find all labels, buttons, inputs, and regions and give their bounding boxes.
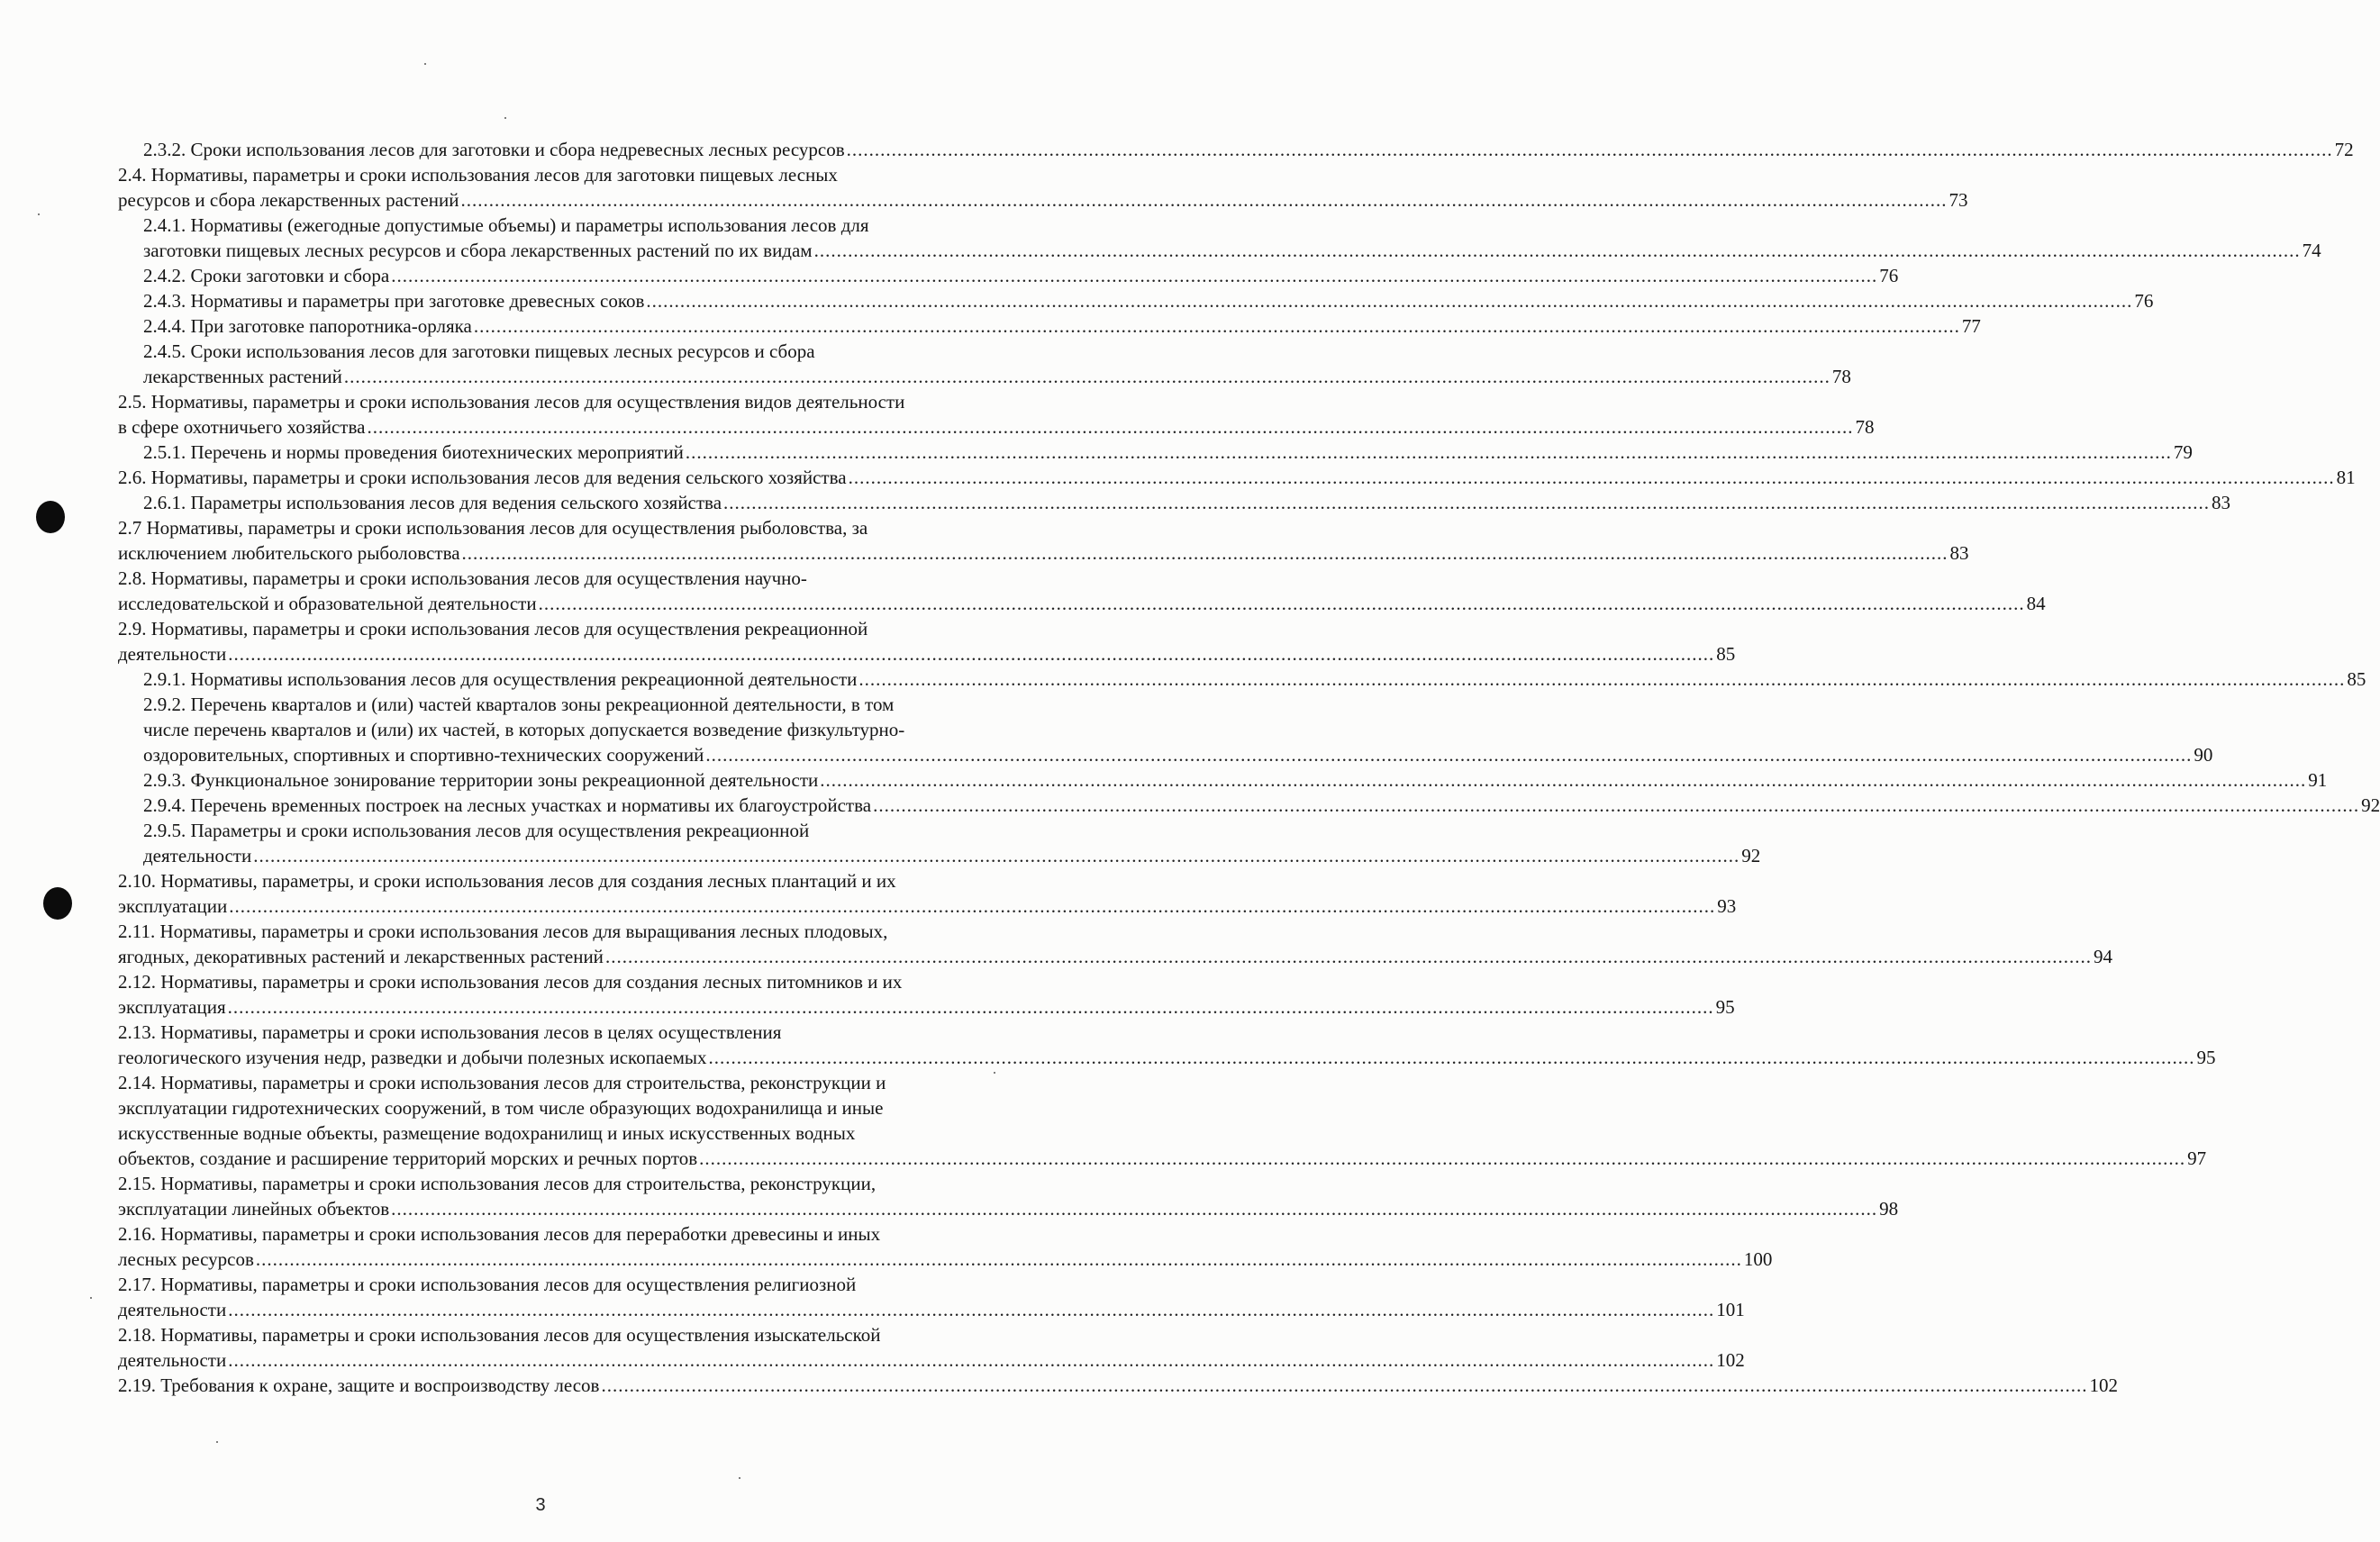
toc-entry-title: объектов, создание и расширение территорий морских и речных портов (118, 1147, 698, 1169)
toc-entry[interactable] (118, 162, 1968, 213)
toc-entry-line: искусственные водные объекты, размещение водохранилищ и иных искусственных водных (118, 1122, 856, 1144)
toc-entry-line: 2.8. Нормативы, параметры и сроки использования лесов для осуществления научно- (118, 567, 807, 589)
toc-entry[interactable] (118, 490, 2231, 515)
scan-speck (216, 1441, 218, 1443)
toc-entry-last-line (143, 288, 2154, 313)
toc-entry-title: деятельности (118, 1349, 227, 1371)
toc-entry-title: заготовки пищевых лесных ресурсов и сбора лекарственных растений по их видам (143, 240, 813, 261)
toc-entry-page-number: 74 (2302, 240, 2321, 261)
toc-entry-last-line (118, 1247, 1773, 1272)
toc-entry-line: 2.11. Нормативы, параметры и сроки использования лесов для выращивания лесных плодовых, (118, 921, 888, 942)
toc-entry-line: 2.16. Нормативы, параметры и сроки использования лесов для переработки древесины и иных (118, 1223, 881, 1245)
dot-leader (461, 187, 1948, 213)
toc-entry[interactable] (118, 793, 2380, 818)
page-number: 3 (535, 1495, 546, 1515)
dot-leader (539, 591, 2025, 616)
toc-entry[interactable] (118, 263, 1899, 288)
dot-leader (820, 767, 2306, 793)
toc-entry-last-line (143, 742, 2213, 767)
toc-entry-page-number: 94 (2093, 946, 2112, 967)
toc-entry-line: 2.7 Нормативы, параметры и сроки использования лесов для осуществления рыболовства, за (118, 517, 868, 539)
toc-entry-title: исследовательской и образовательной деятельности (118, 593, 537, 614)
toc-entry-page-number: 90 (2194, 744, 2213, 766)
toc-entry-last-line (143, 767, 2328, 793)
toc-entry-title: 2.4.2. Сроки заготовки и сбора (143, 265, 390, 286)
dot-leader (723, 490, 2210, 515)
dot-leader (873, 793, 2359, 818)
dot-leader (605, 944, 2092, 969)
toc-entry-last-line (143, 364, 1851, 389)
toc-entry-title: 2.9.4. Перечень временных построек на лесных участках и нормативы их благоустройства (143, 794, 872, 816)
toc-entry-line: 2.9.2. Перечень кварталов и (или) частей кварталов зоны рекреационной деятельности, в том (143, 694, 895, 715)
dot-leader (228, 641, 1714, 667)
toc-entry-last-line (118, 1146, 2207, 1171)
dot-leader (228, 1297, 1714, 1322)
dot-leader (228, 994, 1714, 1020)
toc-entry-line: 2.13. Нормативы, параметры и сроки использования лесов в целях осуществления (118, 1021, 782, 1043)
scan-speck (38, 213, 40, 215)
toc-entry-title: деятельности (143, 845, 252, 866)
dot-leader (228, 1347, 1714, 1373)
dot-leader (601, 1373, 2087, 1398)
toc-entry-last-line (118, 187, 1968, 213)
toc-entry[interactable] (118, 313, 1981, 339)
dot-leader (256, 1247, 1742, 1272)
toc-entry-line: числе перечень кварталов и (или) их частей, в которых допускается возведение физкультурно- (143, 719, 905, 740)
toc-entry-page-number: 81 (2336, 467, 2356, 488)
toc-entry-page-number: 84 (2026, 593, 2046, 614)
dot-leader (849, 465, 2335, 490)
toc-entry-last-line (143, 440, 2193, 465)
toc-entry-line: 2.9. Нормативы, параметры и сроки использования лесов для осуществления рекреационной (118, 618, 868, 639)
toc-entry-title: деятельности (118, 643, 227, 665)
toc-entry[interactable] (118, 868, 1737, 919)
dot-leader (474, 313, 1960, 339)
toc-entry-page-number: 98 (1879, 1198, 1899, 1220)
scan-speck (504, 117, 506, 119)
toc-entry-last-line (143, 843, 1761, 868)
scan-speck (739, 1477, 740, 1479)
dot-leader (391, 1196, 1877, 1221)
punch-hole-lower (43, 887, 72, 920)
toc-entry-title: лесных ресурсов (118, 1248, 254, 1270)
toc-entry-line: 2.5. Нормативы, параметры и сроки использования лесов для осуществления видов деятельности (118, 391, 905, 413)
toc-entry[interactable] (118, 515, 1969, 566)
toc-entry-line: 2.14. Нормативы, параметры и сроки использования лесов для строительства, реконструкции и (118, 1072, 886, 1093)
toc-entry-page-number: 73 (1949, 189, 1968, 211)
toc-entry-title: 2.5.1. Перечень и нормы проведения биотехнических мероприятий (143, 441, 684, 463)
toc-entry-page-number: 76 (2134, 290, 2154, 312)
toc-entry-last-line (118, 893, 1737, 919)
dot-leader (367, 414, 1853, 440)
toc-entry-last-line (118, 591, 2046, 616)
toc-entry-page-number: 83 (1949, 542, 1969, 564)
dot-leader (814, 238, 2301, 263)
toc-entry[interactable] (118, 465, 2356, 490)
toc-entry-last-line (118, 1045, 2216, 1070)
toc-entry-last-line (143, 137, 2354, 162)
toc-entry[interactable] (118, 1070, 2207, 1171)
toc-entry[interactable] (118, 288, 2154, 313)
toc-entry[interactable] (118, 339, 1851, 389)
toc-entry-page-number: 76 (1879, 265, 1899, 286)
toc-entry-last-line (118, 465, 2356, 490)
toc-entry-title: исключением любительского рыболовства (118, 542, 460, 564)
toc-entry-page-number: 77 (1961, 315, 1981, 337)
toc-entry-last-line (143, 667, 2366, 692)
toc-entry-page-number: 92 (1741, 845, 1761, 866)
toc-entry-page-number: 72 (2334, 139, 2354, 160)
dot-leader (462, 540, 1949, 566)
toc-entry-page-number: 92 (2361, 794, 2380, 816)
toc-entry-last-line (118, 1347, 1745, 1373)
toc-entry-title: эксплуатации линейных объектов (118, 1198, 390, 1220)
dot-leader (699, 1146, 2185, 1171)
dot-leader (646, 288, 2132, 313)
toc-entry-last-line (118, 1196, 1899, 1221)
dot-leader (686, 440, 2172, 465)
toc-entry-page-number: 83 (2212, 492, 2231, 513)
toc-entry[interactable] (118, 1322, 1745, 1373)
toc-entry-title: лекарственных растений (143, 366, 342, 387)
toc-entry-line: 2.12. Нормативы, параметры и сроки использования лесов для создания лесных питомников и их (118, 971, 903, 993)
toc-entry-page-number: 79 (2173, 441, 2193, 463)
toc-entry-title: эксплуатации (118, 895, 228, 917)
toc-entry-line: эксплуатации гидротехнических сооружений, в том числе образующих водохранилища и иные (118, 1097, 884, 1119)
dot-leader (229, 893, 1715, 919)
toc-entry-page-number: 78 (1831, 366, 1851, 387)
toc-entry-last-line (118, 1297, 1745, 1322)
dot-leader (253, 843, 1740, 868)
toc-entry-last-line (118, 994, 1735, 1020)
toc-entry-title: 2.6.1. Параметры использования лесов для ведения сельского хозяйства (143, 492, 722, 513)
toc-entry[interactable] (118, 389, 1875, 440)
toc-entry-line: 2.10. Нормативы, параметры, и сроки использования лесов для создания лесных плантаций и их (118, 870, 896, 892)
toc-entry-title: 2.9.3. Функциональное зонирование территории зоны рекреационной деятельности (143, 769, 819, 791)
toc-entry[interactable] (118, 1020, 2216, 1070)
toc-entry[interactable] (118, 692, 2213, 767)
dot-leader (344, 364, 1830, 389)
toc-entry[interactable] (118, 1373, 2118, 1398)
toc-entry-title: 2.4.4. При заготовке папоротника-орляка (143, 315, 472, 337)
toc-entry-page-number: 100 (1743, 1248, 1773, 1270)
toc-entry-last-line (118, 944, 2112, 969)
toc-entry-line: 2.4. Нормативы, параметры и сроки использования лесов для заготовки пищевых лесных (118, 164, 838, 186)
scan-speck (424, 63, 426, 65)
scan-speck (90, 1297, 92, 1299)
toc-entry-page-number: 78 (1855, 416, 1875, 438)
toc-entry-page-number: 85 (1716, 643, 1736, 665)
toc-entry-title: в сфере охотничьего хозяйства (118, 416, 366, 438)
toc-entry-last-line (118, 540, 1969, 566)
dot-leader (847, 137, 2333, 162)
toc-entry-page-number: 95 (2196, 1047, 2216, 1068)
toc-entry[interactable] (118, 137, 2354, 162)
toc-entry-page-number: 102 (2089, 1374, 2118, 1396)
toc-entry-title: 2.6. Нормативы, параметры и сроки использования лесов для ведения сельского хозяйства (118, 467, 847, 488)
toc-entry[interactable] (118, 440, 2193, 465)
toc-entry-line: 2.15. Нормативы, параметры и сроки использования лесов для строительства, реконструкции, (118, 1173, 877, 1194)
toc-entry-title: 2.4.3. Нормативы и параметры при заготовке древесных соков (143, 290, 645, 312)
toc-entry-page-number: 97 (2187, 1147, 2207, 1169)
toc-entry[interactable] (118, 969, 1735, 1020)
dot-leader (708, 1045, 2194, 1070)
toc-entry-title: эксплуатация (118, 996, 226, 1018)
toc-entry-page-number: 91 (2308, 769, 2328, 791)
toc-entry[interactable] (118, 1221, 1773, 1272)
toc-entry[interactable] (118, 1272, 1745, 1322)
toc-entry-title: оздоровительных, спортивных и спортивно-технических сооружений (143, 744, 704, 766)
table-of-contents (118, 137, 2380, 1398)
toc-entry-page-number: 85 (2347, 668, 2366, 690)
dot-leader (705, 742, 2192, 767)
dot-leader (391, 263, 1877, 288)
toc-entry-last-line (143, 490, 2231, 515)
toc-entry-title: ягодных, декоративных растений и лекарственных растений (118, 946, 604, 967)
toc-entry[interactable] (118, 767, 2328, 793)
toc-entry-last-line (143, 313, 1981, 339)
toc-entry-last-line (143, 793, 2380, 818)
toc-entry-last-line (143, 263, 1899, 288)
toc-entry[interactable] (118, 213, 2321, 263)
toc-entry-title: 2.19. Требования к охране, защите и воспроизводству лесов (118, 1374, 600, 1396)
toc-entry[interactable] (118, 566, 2046, 616)
toc-entry-line: 2.17. Нормативы, параметры и сроки использования лесов для осуществления религиозной (118, 1274, 857, 1295)
toc-entry-last-line (143, 238, 2321, 263)
toc-entry-title: 2.3.2. Сроки использования лесов для заготовки и сбора недревесных лесных ресурсов (143, 139, 845, 160)
toc-entry-line: 2.4.1. Нормативы (ежегодные допустимые объемы) и параметры использования лесов для (143, 214, 869, 236)
toc-entry-last-line (118, 1373, 2118, 1398)
toc-entry-title: 2.9.1. Нормативы использования лесов для осуществления рекреационной деятельности (143, 668, 858, 690)
toc-entry[interactable] (118, 616, 1736, 667)
toc-entry-page-number: 95 (1715, 996, 1735, 1018)
toc-entry[interactable] (118, 919, 2112, 969)
toc-entry-page-number: 102 (1716, 1349, 1745, 1371)
toc-entry-page-number: 101 (1716, 1299, 1745, 1320)
toc-entry-title: геологического изучения недр, разведки и добычи полезных ископаемых (118, 1047, 707, 1068)
toc-entry[interactable] (118, 667, 2366, 692)
toc-entry-title: деятельности (118, 1299, 227, 1320)
punch-hole-upper (36, 501, 65, 533)
toc-entry[interactable] (118, 818, 1761, 868)
toc-entry[interactable] (118, 1171, 1899, 1221)
toc-entry-line: 2.4.5. Сроки использования лесов для заготовки пищевых лесных ресурсов и сбора (143, 340, 815, 362)
toc-entry-last-line (118, 414, 1875, 440)
dot-leader (858, 667, 2345, 692)
toc-entry-line: 2.18. Нормативы, параметры и сроки использования лесов для осуществления изыскательской (118, 1324, 881, 1346)
toc-entry-line: 2.9.5. Параметры и сроки использования лесов для осуществления рекреационной (143, 820, 810, 841)
toc-entry-title: ресурсов и сбора лекарственных растений (118, 189, 459, 211)
toc-entry-page-number: 93 (1717, 895, 1737, 917)
toc-entry-last-line (118, 641, 1736, 667)
